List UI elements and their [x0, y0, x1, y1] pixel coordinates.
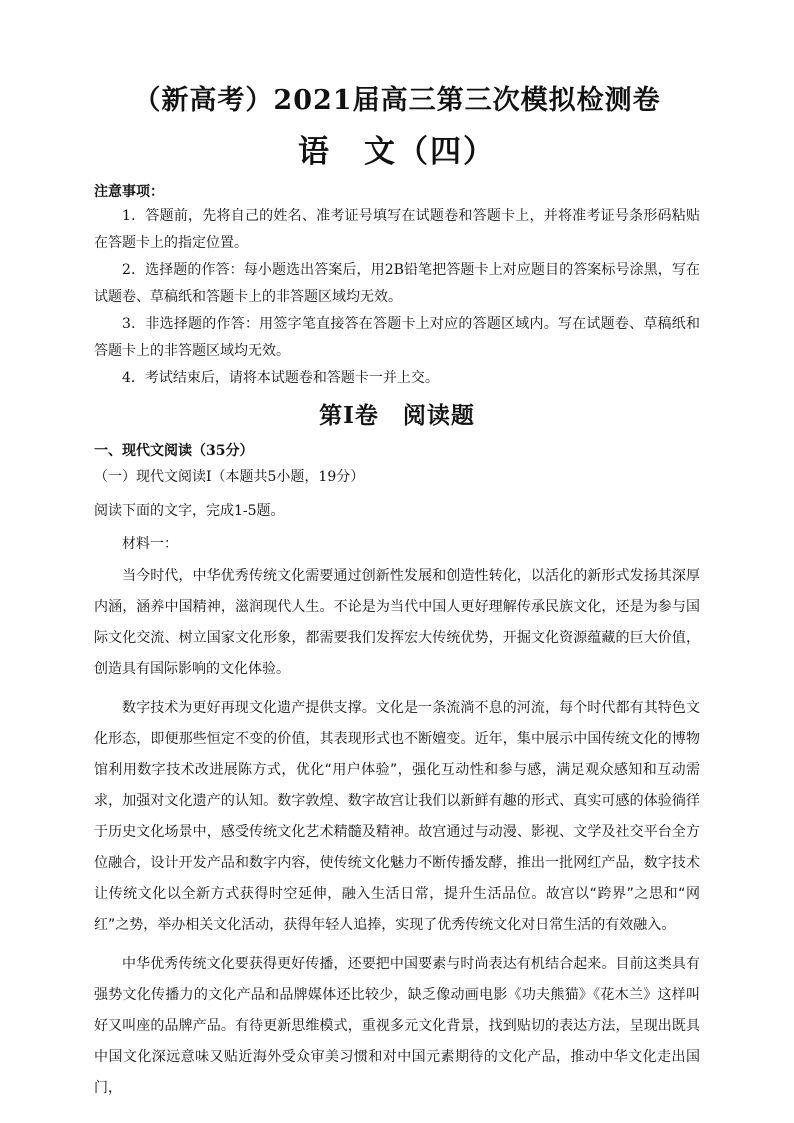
paragraph: 数字技术为更好再现文化遗产提供支撑。文化是一条流淌不息的河流，每个时代都有其特色文化形态，即便那些恒定不变的价值，其表现形式也不断嬗变。近年，集中展示中国传统文化的博物馆利用数字技术改进展陈方式，优化“用户体验”，强化互动性和参与感，满足观众感知和互动需求，加强对文化遗产的认知。数字敦煌、数字故宫让我们以新鲜有趣的形式、真实可感的体验徜徉于历史文化场景中，感受传统文化艺术精髓及精神。故宫通过与动漫、影视、文学及社交平台全方位融合，设计开发产品和数字内容，使传统文化魅力不断传播发酵，推出一批网红产品，数字技术让传统文化以全新方式获得时空延伸，融入生活日常，提升生活品位。故宫以“跨界”之思和“网红”之势，举办相关文化活动，获得年轻人追捧，实现了优秀传统文化对日常生活的有效融入。	[94, 700, 700, 933]
notice-item: 1．答题前，先将自己的姓名、准考证号填写在试题卷和答题卡上，并将准考证号条形码粘贴在答题卡上的指定位置。	[94, 208, 700, 251]
notice-item: 2．选择题的作答：每小题选出答案后，用2B铅笔把答题卡上对应题目的答案标号涂黑，写在试题卷、草稿纸和答题卡上的非答题区域均无效。	[94, 262, 700, 305]
section-subheading: （一）现代文阅读Ⅰ（本题共5小题，19分）	[94, 469, 365, 485]
section-heading: 一、现代文阅读（35分）	[94, 443, 254, 459]
material-body	[94, 561, 700, 1112]
notice-item: 3．非选择题的作答：用签字笔直接答在答题卡上对应的答题区域内。写在试题卷、草稿纸和答题卡上的非答题区域均无效。	[94, 316, 700, 359]
material-label: 材料一：	[122, 536, 178, 552]
exam-subject: 语 文（四）	[298, 134, 496, 170]
exam-title: （新高考）2021届高三第三次模拟检测卷	[133, 85, 661, 116]
notice-heading: 注意事项：	[94, 184, 164, 200]
paragraph: 中华优秀传统文化要获得更好传播，还要把中国要素与时尚表达有机结合起来。目前这类具有强势文化传播力的文化产品和品牌媒体还比较少，缺乏像动画电影《功夫熊猫》《花木兰》这样叫好又叫座的品牌产品。有待更新思维模式，重视多元文化背景，找到贴切的表达方法，呈现出既具中国文化深远意味又贴近海外受众审美习惯和对中国元素期待的文化产品，推动中华文化走出国门，	[94, 956, 700, 1096]
notice-item: 4．考试结束后，请将本试题卷和答题卡一并上交。	[122, 370, 439, 386]
part-title: 第Ⅰ卷 阅读题	[319, 402, 475, 429]
notice-list	[94, 203, 700, 392]
section-instruction: 阅读下面的文字，完成1-5题。	[94, 503, 285, 519]
paragraph: 当今时代，中华优秀传统文化需要通过创新性发展和创造性转化，以活化的新形式发扬其深厚内涵，涵养中国精神，滋润现代人生。不论是为当代中国人更好理解传承民族文化，还是为参与国际文化交流、树立国家文化形象，都需要我们发挥宏大传统优势，开掘文化资源蕴藏的巨大价值，创造具有国际影响的文化体验。	[94, 568, 700, 677]
